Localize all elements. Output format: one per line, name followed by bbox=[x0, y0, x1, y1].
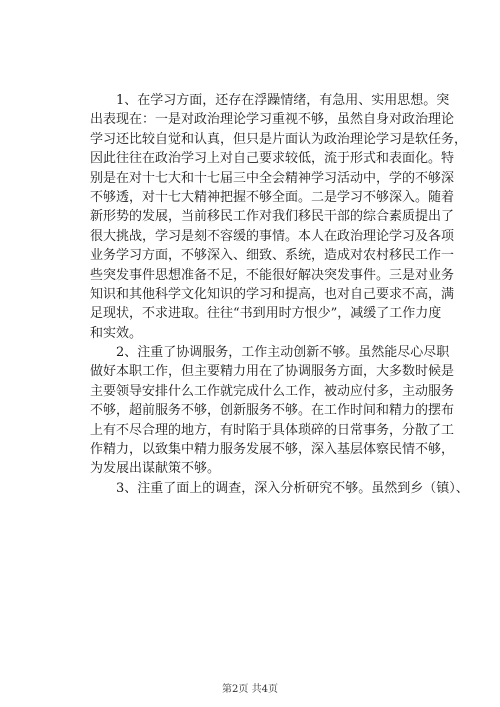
text-line: 出表现在：一是对政治理论学习重视不够，虽然自身对政治理论 bbox=[90, 112, 455, 128]
text-line: 3、注重了面上的调查，深入分析研究不够。虽然到乡（镇）、 bbox=[90, 480, 469, 496]
text-line: 为发展出谋献策不够。 bbox=[90, 461, 221, 477]
text-line: 些突发事件思想准备不足，不能很好解决突发事件。三是对业务 bbox=[90, 267, 455, 283]
text-line: 和实效。 bbox=[90, 325, 143, 341]
text-line: 知识和其他科学文化知识的学习和提高，也对自己要求不高，满 bbox=[90, 286, 455, 302]
text-line: 作精力，以致集中精力服务发展不够，深入基层体察民情不够， bbox=[90, 442, 455, 458]
page-number-footer: 第2页 共4页 bbox=[222, 684, 278, 695]
text-line: 主要领导安排什么工作就完成什么工作，被动应付多，主动服务 bbox=[90, 383, 455, 399]
document-body bbox=[90, 91, 469, 498]
text-line: 不够，超前服务不够，创新服务不够。在工作时间和精力的摆布 bbox=[90, 403, 455, 419]
text-line: 上有不尽合理的地方，有时陷于具体琐碎的日常事务，分散了工 bbox=[90, 422, 455, 438]
text-line: 足现状，不求进取。往往“书到用时方恨少”，减缓了工作力度 bbox=[90, 306, 442, 322]
text-line: 因此往往在政治学习上对自己要求较低，流于形式和表面化。特 bbox=[90, 151, 455, 167]
text-line: 不够透，对十七大精神把握不够全面。二是学习不够深入。随着 bbox=[90, 189, 455, 205]
text-line: 1、在学习方面，还存在浮躁情绪，有急用、实用思想。突 bbox=[90, 93, 450, 108]
text-line: 别是在对十七大和十七届三中全会精神学习活动中，学的不够深 bbox=[90, 170, 455, 186]
text-line: 很大挑战，学习是刻不容缓的事情。本人在政治理论学习及各项 bbox=[90, 228, 455, 244]
text-line: 2、注重了协调服务，工作主动创新不够。虽然能尽心尽职 bbox=[90, 345, 450, 361]
text-line: 学习还比较自觉和认真，但只是片面认为政治理论学习是软任务， bbox=[90, 131, 468, 147]
text-line: 新形势的发展，当前移民工作对我们移民干部的综合素质提出了 bbox=[90, 209, 455, 225]
text-line: 业务学习方面，不够深入、细致、系统，造成对农村移民工作一 bbox=[90, 248, 455, 264]
text-line: 做好本职工作，但主要精力用在了协调服务方面，大多数时候是 bbox=[90, 364, 455, 380]
